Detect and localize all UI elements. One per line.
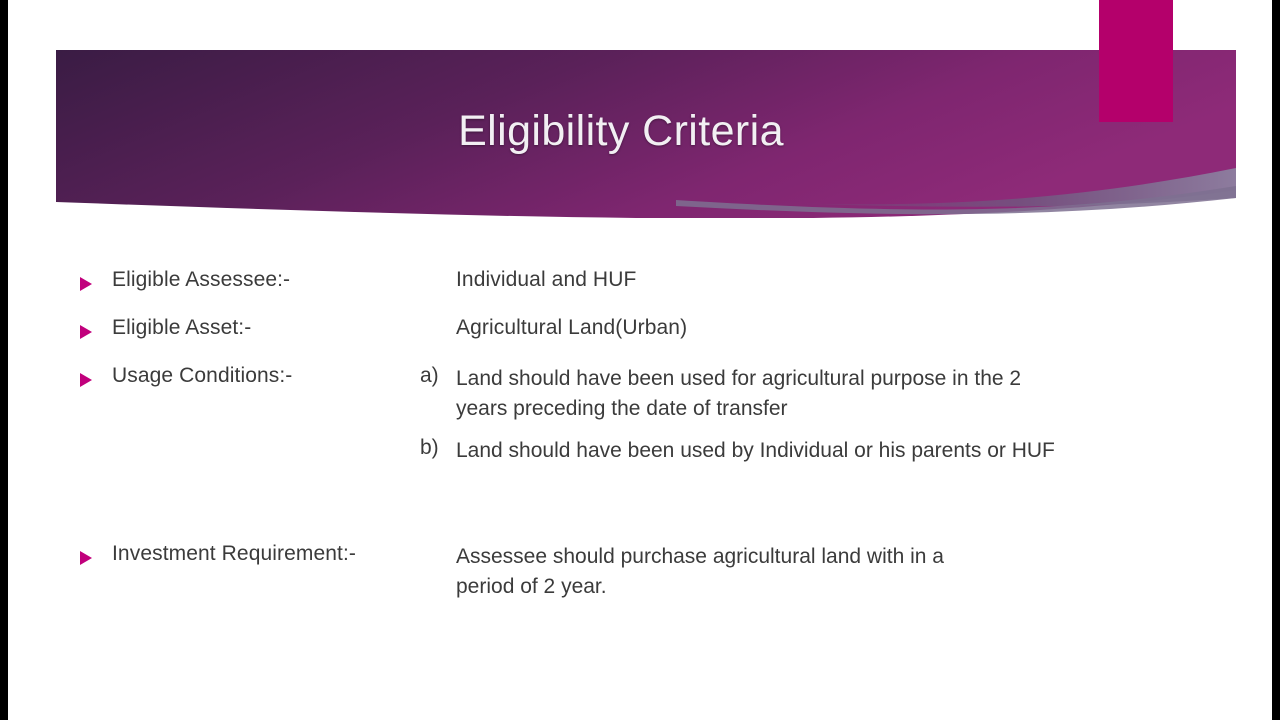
content-area [8, 268, 1272, 638]
sub-item-marker: b) [420, 436, 439, 459]
sub-item-line: Land should have been used for agricultural purpose in the 2 [456, 367, 1022, 390]
list-item-label: Usage Conditions:- [112, 364, 293, 387]
page-title: Eligibility Criteria [458, 107, 784, 155]
list-item [8, 316, 1272, 358]
triangle-bullet-icon [80, 551, 92, 565]
list-item [8, 542, 1272, 632]
sub-item-text [456, 436, 1216, 466]
list-item-value [456, 542, 1216, 602]
triangle-bullet-icon [80, 373, 92, 387]
accent-tab [1099, 0, 1173, 122]
triangle-bullet-icon [80, 277, 92, 291]
slide-canvas [8, 0, 1272, 720]
list-item-value: Agricultural Land(Urban) [456, 316, 688, 339]
list-item-label: Investment Requirement:- [112, 542, 357, 565]
list-item-line: Assessee should purchase agricultural land with in a [456, 545, 944, 568]
list-item [8, 268, 1272, 310]
list-item-line: period of 2 year. [456, 574, 607, 598]
list-item-value: Individual and HUF [456, 268, 637, 291]
triangle-bullet-icon [80, 325, 92, 339]
sub-item-line: years preceding the date of transfer [456, 396, 788, 420]
sub-item-marker: a) [420, 364, 439, 387]
list-item [8, 364, 1272, 536]
list-item-label: Eligible Asset:- [112, 316, 252, 339]
sub-item-line: Land should have been used by Individual or his parents or HUF [456, 439, 1055, 462]
sub-item-text [456, 364, 1216, 424]
list-item-label: Eligible Assessee:- [112, 268, 291, 291]
